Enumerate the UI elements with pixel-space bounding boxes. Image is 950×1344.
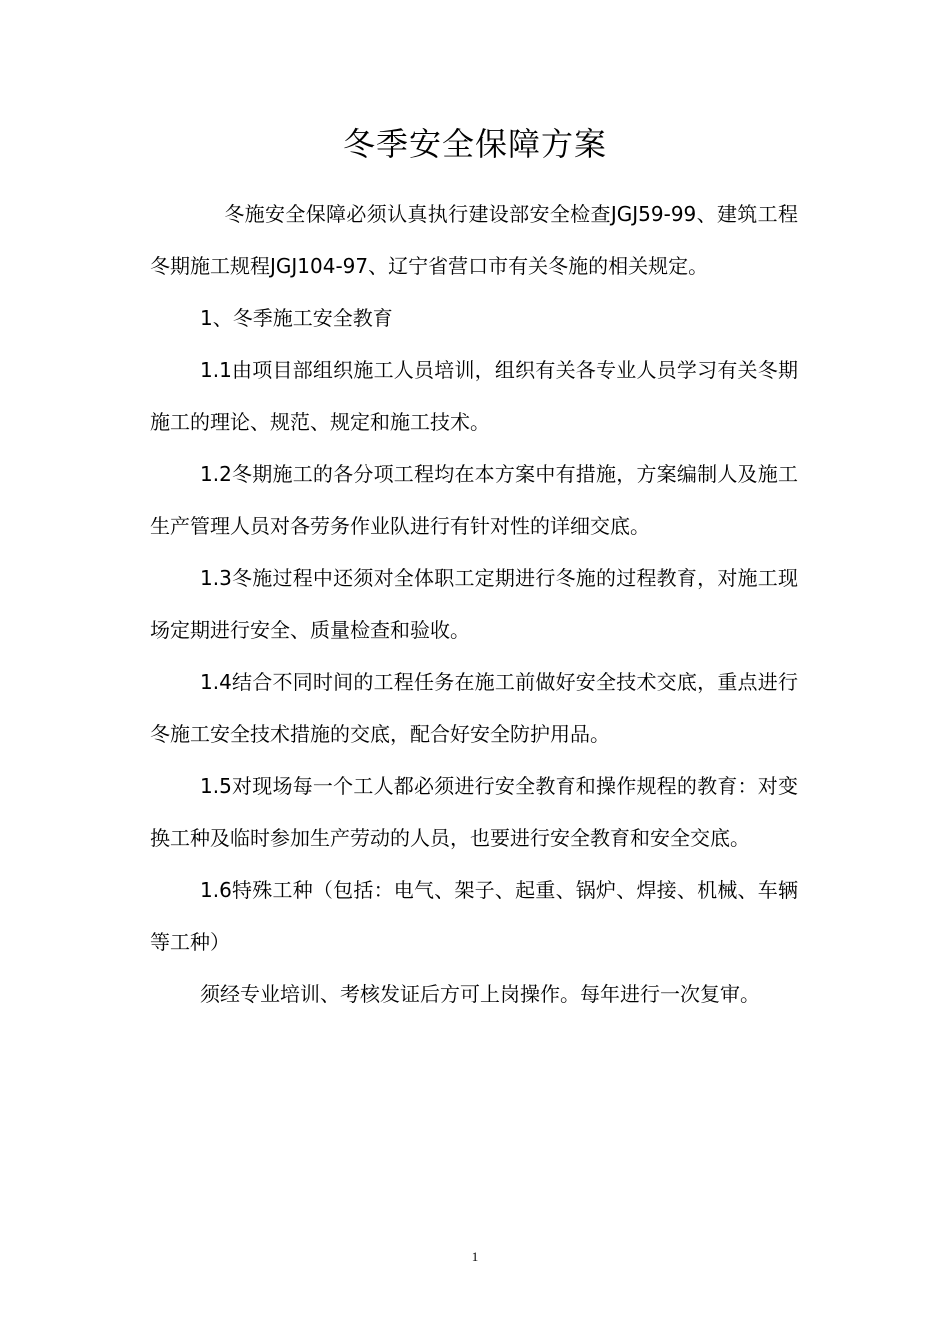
item-1-4: 1.4结合不同时间的工程任务在施工前做好安全技术交底，重点进行冬施工安全技术措施的交底，配合好安全防护用品。 bbox=[150, 670, 798, 746]
document-title: 冬季安全保障方案 bbox=[342, 125, 607, 163]
intro-paragraph bbox=[150, 188, 798, 292]
item-1-6: 1.6特殊工种（包括：电气、架子、起重、锅炉、焊接、机械、车辆等工种） bbox=[150, 878, 798, 954]
item-1-3: 1.3冬施过程中还须对全体职工定期进行冬施的过程教育，对施工现场定期进行安全、质量检查和验收。 bbox=[150, 566, 798, 642]
item-1-1: 1.1由项目部组织施工人员培训，组织有关各专业人员学习有关冬期施工的理论、规范、规定和施工技术。 bbox=[150, 358, 798, 434]
item-1-5: 1.5对现场每一个工人都必须进行安全教育和操作规程的教育：对变换工种及临时参加生产劳动的人员，也要进行安全教育和安全交底。 bbox=[150, 774, 798, 850]
document-body bbox=[150, 188, 798, 1020]
page-number: 1 bbox=[471, 1249, 479, 1264]
section-heading: 1、冬季施工安全教育 bbox=[200, 306, 393, 330]
item-1-6-continuation: 须经专业培训、考核发证后方可上岗操作。每年进行一次复审。 bbox=[200, 982, 760, 1006]
intro-paragraph-text: 冬施安全保障必须认真执行建设部安全检查JGJ59-99、建筑工程冬期施工规程JGJ104-97、辽宁省营口市有关冬施的相关规定。 bbox=[150, 202, 798, 278]
item-1-2: 1.2冬期施工的各分项工程均在本方案中有措施，方案编制人及施工生产管理人员对各劳务作业队进行有针对性的详细交底。 bbox=[150, 462, 798, 538]
